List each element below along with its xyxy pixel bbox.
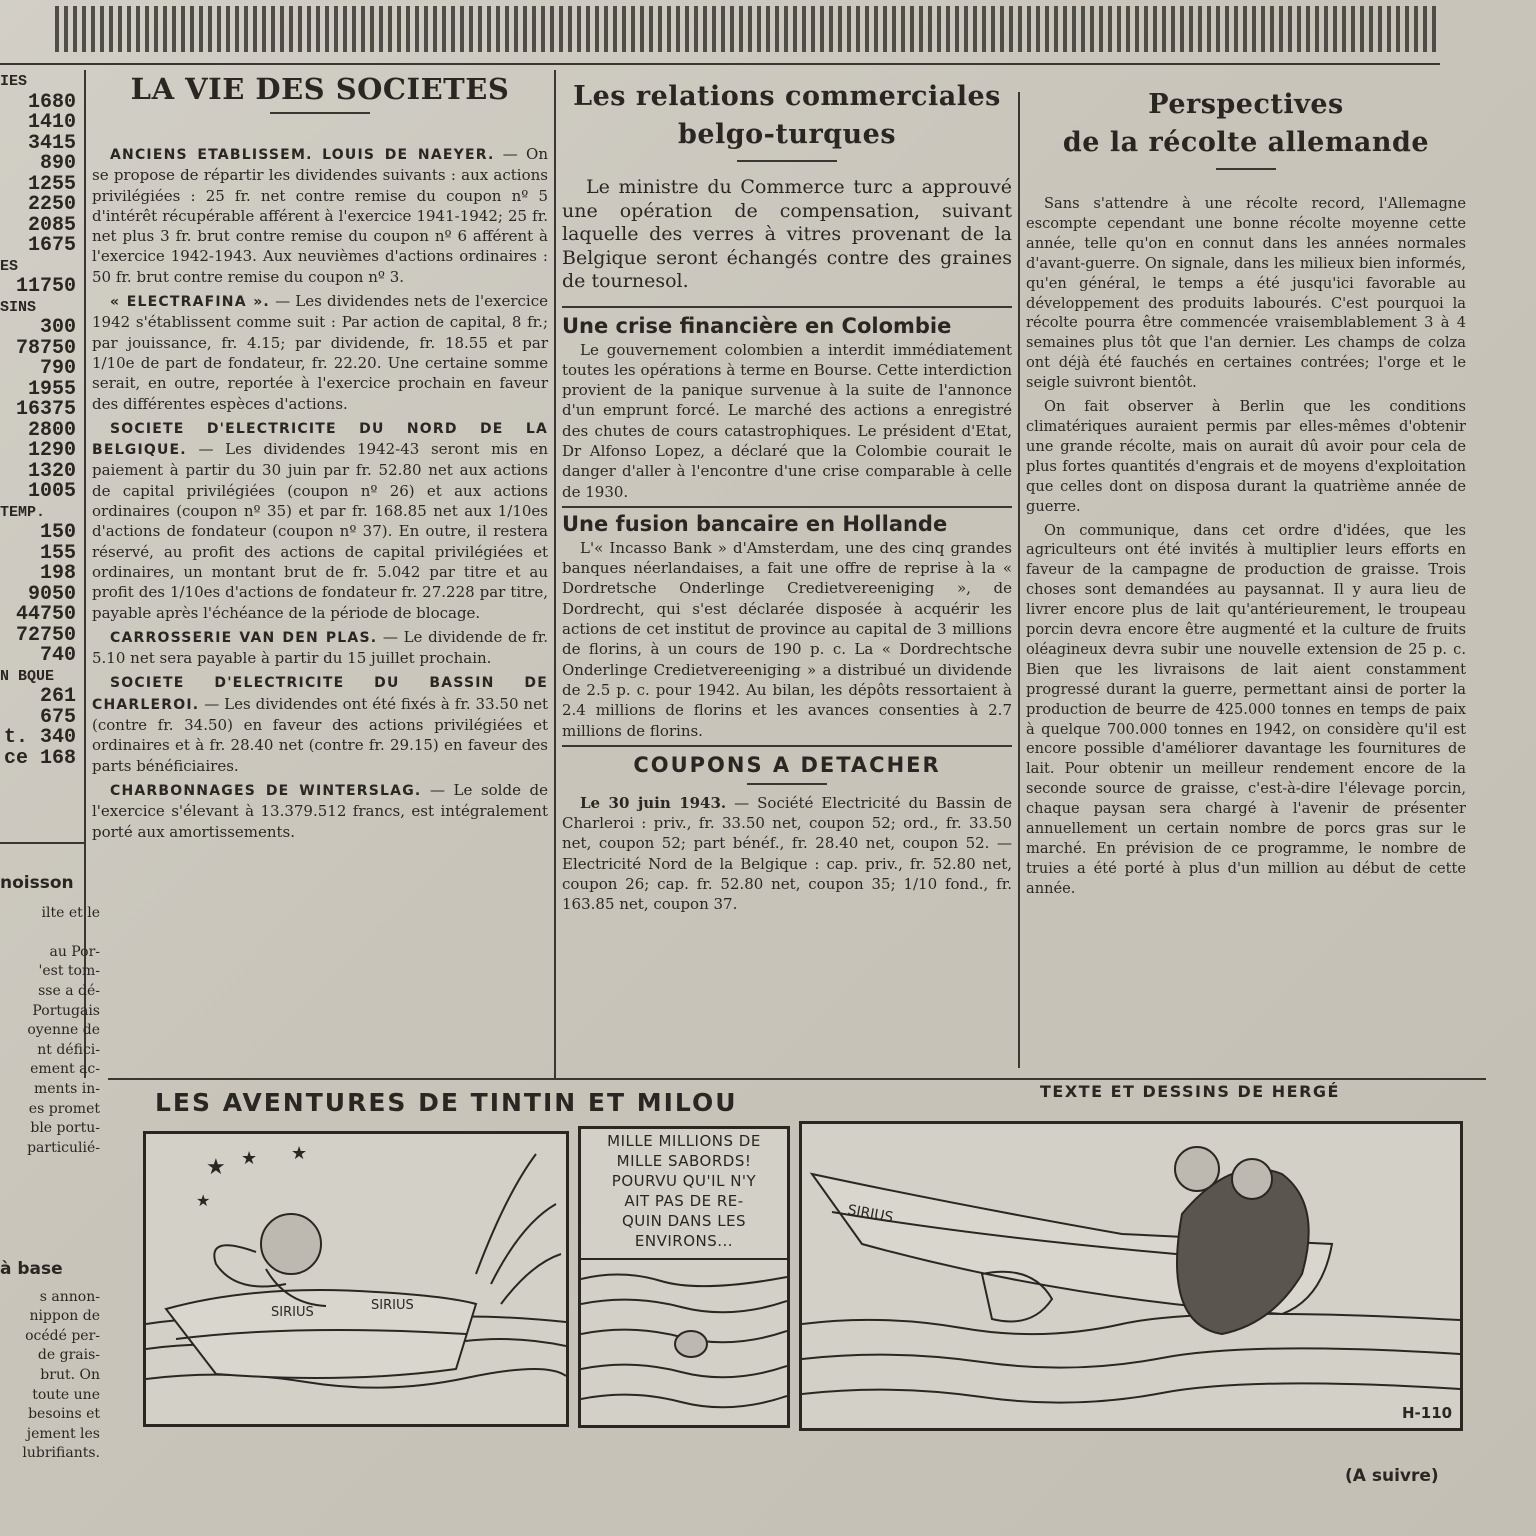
stock-quote: t. 340 <box>3 728 76 749</box>
fragment-line: oyenne de <box>27 1022 100 1039</box>
fragment-line: 'est tom- <box>38 963 100 980</box>
fragment-heading: à base <box>0 1260 63 1279</box>
fragment-line: ments in- <box>33 1080 100 1097</box>
balloon-line: POURVU QU'IL N'Y <box>611 1172 757 1190</box>
stock-quotes <box>0 72 76 769</box>
stock-quote: SINS <box>0 298 37 316</box>
balloon-line: MILLE SABORDS! <box>616 1152 752 1170</box>
stock-quote: 155 <box>39 543 76 564</box>
fragment-heading: noisson <box>0 874 74 893</box>
company-name: CHARBONNAGES DE WINTERSLAG. <box>110 782 422 799</box>
recolte-paragraph: On communique, dans cet ordre d'idées, que les agriculteurs ont été invités à multiplier leurs efforts en faveur de la campagne de production de graisse. Trois choses sont demandées au paysannat. Il y aura lieu de livrer encore plus de lait qu'antérieurement, le troupeau porcin devra encore être augmenté et la culture de fruits oléagineux devra subir une nouvelle extension de 25 p. c. Bien que les livraisons de lait aient constamment progressé durant la guerre, permettant ainsi de porter la production de beurre de 425.000 tonnes en temps de paix à quelque 700.000 tonnes en 1942, on considère qu'il est encore possible d'améliorer davantage les fournitures de lait. Pour obtenir un meilleur rendement encore de la seconde source de graisse, c'est-à-dire l'élevage porcin, chaque paysan sera chargé à l'avenir de présenter annuellement un certain nombre de porcs gras sur le marché. En prévision de ce programme, le nombre de truies a été porté à plus d'un million au début de cette année. <box>1026 521 1466 897</box>
dizzy-star-icon: ★ <box>291 1143 308 1164</box>
fragment-line: sse a dé- <box>38 982 100 999</box>
coupons-list: — Société Electricité du Bassin de Charleroi : priv., fr. 33.50 net, coupon 52; ord., fr. 33.50 net, coupon 52; part bénéf., fr. 28.40 net, coupon 52. — Electricité Nord de la Belgique : cap. priv., fr. 52.80 net, coupon 26; cap. fr. 52.80 net, coupon 35; 1/10 fond., fr. 163.85 net, coupon 37. <box>562 793 1013 914</box>
stock-quote: ES <box>0 257 19 275</box>
comic-panel-3 <box>799 1121 1463 1431</box>
stock-quote: 1005 <box>27 482 76 503</box>
colombie-text <box>562 340 1012 502</box>
stock-quote: N BQUE <box>0 667 55 685</box>
stock-quote: IES <box>0 73 28 90</box>
stock-quote: 1290 <box>27 441 76 462</box>
company-notice-text: — Les dividendes ont été fixés à fr. 33.50 net (contre fr. 34.50) en faveur des actions privilégiées et ordinaires et à fr. 28.40 net (contre fr. 29.15) en faveur des parts bénéficiaires. <box>92 694 548 775</box>
company-notice <box>92 780 548 842</box>
colombie-paragraph: Le gouvernement colombien a interdit immédiatement toutes les opérations à terme en Bourse. Cette interdiction provient de la panique survenue à la suite de l'annonce d'un emprunt forcé. Le marché des actions a enregistré des chutes de cours catastrophiques. Le président d'Etat, Dr Alfonso Lopez, a déclaré que la Colombie courait le danger d'aller à l'encontre d'une crise comparable à celle de 1930. <box>562 340 1012 501</box>
left-article-fragment-1 <box>0 874 100 1158</box>
headline-commerce <box>562 78 1012 154</box>
stock-quote: 1680 <box>27 92 76 113</box>
stock-quote: 2250 <box>27 195 76 216</box>
hollande-text <box>562 538 1012 741</box>
balloon-line: QUIN DANS LES <box>621 1212 747 1230</box>
stock-quote: 1410 <box>27 113 76 134</box>
stock-quote: 1320 <box>27 461 76 482</box>
company-notice <box>92 627 548 669</box>
stocks-rule <box>0 842 84 844</box>
company-name: SOCIETE D'ELECTRICITE DU BASSIN DE CHARLEROI. <box>92 675 548 713</box>
headline-line-2: de la récolte allemande <box>1062 127 1430 158</box>
fragment-line: de grais- <box>37 1347 100 1364</box>
boat-name-label: SIRIUS <box>846 1202 895 1226</box>
headline-rule <box>737 160 837 162</box>
stock-quote: 2085 <box>27 215 76 236</box>
headline-recolte <box>1026 86 1466 162</box>
company-notice-text: — Le solde de l'exercice s'élevant à 13.379.512 francs, est intégralement porté aux amortissements. <box>92 780 548 841</box>
fragment-line: toute une <box>32 1386 100 1403</box>
company-notice-text: — On se propose de répartir les dividendes suivants : aux actions privilégiées : 25 fr. net contre remise du coupon nº 5 d'intérêt récupérable afférent à l'exercice 1941-1942; 25 fr. net plus 3 fr. brut contre remise du coupon nº 6 afférent à l'exercice 1942-1943. Aux neuvièmes d'actions ordinaires : 50 fr. brut contre remise du coupon nº 3. <box>92 145 548 286</box>
dizzy-star-icon: ★ <box>206 1155 226 1180</box>
fragment-line: ilte et le <box>41 904 100 921</box>
boat-name-label: SIRIUS <box>271 1305 314 1320</box>
stock-quote: 150 <box>39 523 76 544</box>
comic-panel-1 <box>143 1131 569 1427</box>
societes-body <box>92 144 548 842</box>
headline-rule <box>270 112 370 114</box>
fragment-line: ement ac- <box>30 1061 100 1078</box>
company-notice <box>92 672 548 775</box>
headline-line-1: Les relations commerciales <box>573 81 1001 112</box>
company-notice-text: — Les dividendes 1942-43 seront mis en paiement à partir du 30 juin par fr. 52.80 net aux actions de capital privilégiées (coupon nº 26) et aux actions ordinaires (coupon nº 35) et par fr. 168.85 net aux 1/10es d'actions de fondateur (coupon nº 37). En outre, il restera réservé, au profit des actions de capital privilégiées et ordinaires, un montant brut de fr. 5.042 par titre et au profit des 1/10es d'actions de fondateur fr. 27.228 par titre, payable après l'échéance de la période de blocage. <box>92 440 548 622</box>
fragment-line: nippon de <box>29 1308 100 1325</box>
company-name: « ELECTRAFINA ». <box>110 294 270 311</box>
stock-quote: 1675 <box>27 236 76 257</box>
header-divider <box>0 63 1440 65</box>
recolte-paragraph: Sans s'attendre à une récolte record, l'Allemagne escompte cependant une bonne récolte moyenne cette année, telle qu'on en connut dans les années normales d'avant-guerre. On signale, dans les milieux bien informés, qu'en général, le temps a été jusqu'ici favorable au développement des produits labourés. C'est pourquoi la récolte pourra être commencée vraisemblablement 3 à 4 semaines plus tôt que l'an dernier. Les champs de colza ont déjà été fauchés en certaines contrées; l'orge et le seigle suivront bientôt. <box>1026 195 1466 392</box>
comic-panel-2 <box>578 1126 790 1428</box>
fragment-line: jement les <box>26 1425 100 1442</box>
headline-rule <box>1216 168 1276 170</box>
fragment-line: lubrifiants. <box>22 1445 100 1462</box>
stock-quote: 11750 <box>15 277 76 298</box>
stock-quote: 740 <box>39 646 76 667</box>
boat-name-label: SIRIUS <box>371 1298 414 1313</box>
headline-line-1: Perspectives <box>1148 89 1344 120</box>
fragment-line: nt défici- <box>37 1041 100 1058</box>
stock-quote: 78750 <box>15 338 76 359</box>
dizzy-star-icon: ★ <box>241 1148 258 1169</box>
section-rule <box>562 745 1012 747</box>
balloon-line: AIT PAS DE RE- <box>624 1192 744 1210</box>
section-rule <box>562 506 1012 508</box>
subhead-coupons: COUPONS A DETACHER <box>633 752 941 777</box>
recolte-body <box>1026 194 1466 899</box>
fragment-line: ble portu- <box>30 1120 100 1137</box>
fragment-line: brut. On <box>40 1366 100 1383</box>
panel-number: H-110 <box>1402 1404 1453 1422</box>
fragment-line: particulié- <box>27 1139 100 1156</box>
hollande-paragraph: L'« Incasso Bank » d'Amsterdam, une des cinq grandes banques néerlandaises, a fait une offre de reprise à la « Dordretsche Onderlinge Credietvereeniging », de Dordrecht, qui s'est déclarée disposée à acquérir les actions de cet institut de province au capital de 3 millions de florins, à un cours de 190 p. c. La « Dordrechtsche Onderlinge Credietvereeniging » a distribué un dividende de 2.5 p. c. pour 1942. Au bilan, les dépôts ressortaient à 2.4 millions de florins et les avances consenties à 2.7 millions de florins. <box>562 538 1012 740</box>
stock-quote: 3415 <box>27 133 76 154</box>
left-article-fragment-2 <box>0 1260 100 1464</box>
stock-quote: 1255 <box>27 174 76 195</box>
rowboat-splash-drawing <box>146 1134 566 1424</box>
fragment-line: océdé per- <box>25 1327 100 1344</box>
stock-quote: 261 <box>39 687 76 708</box>
stock-quote: 16375 <box>15 400 76 421</box>
stock-quote: 1955 <box>27 379 76 400</box>
recolte-paragraph: On fait observer à Berlin que les conditions climatériques auraient permis par elles-mêmes d'obtenir une grande récolte, mais on aurait dû avoir pour cela de plus fortes quantités d'engrais et de moyens d'exploitation que celles dont on disposa durant la quatrième année de guerre. <box>1026 398 1466 515</box>
coupons-text <box>562 793 1012 915</box>
sea-head-drawing <box>581 1129 787 1425</box>
headline-societes: LA VIE DES SOCIETES <box>130 72 510 106</box>
balloon-line: MILLE MILLIONS DE <box>607 1132 761 1150</box>
column-commerce <box>562 78 1012 919</box>
headline-line-2: belgo-turques <box>677 119 897 150</box>
stock-quote: 890 <box>39 154 76 175</box>
stock-quote: 675 <box>39 707 76 728</box>
fragment-line: besoins et <box>28 1406 100 1423</box>
stock-quote: 72750 <box>15 625 76 646</box>
stock-quote: 300 <box>39 318 76 339</box>
company-notice <box>92 291 548 414</box>
to-be-continued: (A suivre) <box>1345 1466 1439 1486</box>
subhead-colombie: Une crise financière en Colombie <box>562 313 952 338</box>
fragment-line: Portugais <box>32 1002 100 1019</box>
dizzy-star-icon: ★ <box>196 1191 211 1210</box>
company-notice-text: — Les dividendes nets de l'exercice 1942 s'établissent comme suit : Par action de capital, 8 fr.; par jouissance, fr. 4.15; par dividende, fr. 18.55 et par 1/10e de part de fondateur, fr. 22.20. Une certaine somme serait, en outre, reportée à l'exercice prochain en faveur des différentes espèces d'actions. <box>92 292 548 413</box>
stock-quote: 2800 <box>27 420 76 441</box>
stock-quote: ce 168 <box>3 748 76 769</box>
comic-top-rule <box>108 1078 1486 1080</box>
subhead-hollande: Une fusion bancaire en Hollande <box>562 511 948 536</box>
headline-rule <box>747 783 827 785</box>
balloon-line: ENVIRONS... <box>634 1232 734 1250</box>
company-notice <box>92 144 548 287</box>
stock-quote: 790 <box>39 359 76 380</box>
column-divider-2 <box>554 70 556 1078</box>
fragment-line <box>0 923 100 943</box>
fragment-line: au Por- <box>49 943 100 960</box>
stock-quote: TEMP. <box>0 503 46 521</box>
lead-paragraph: Le ministre du Commerce turc a approuvé une opération de compensation, suivant laquelle des verres à vitres provenant de la Belgique seront échangés contre des graines de tournesol. <box>562 176 1012 292</box>
column-divider-3 <box>1018 92 1020 1068</box>
column-societes <box>92 72 548 846</box>
fragment-line: es promet <box>28 1100 100 1117</box>
comic-title: LES AVENTURES DE TINTIN ET MILOU <box>155 1088 738 1117</box>
stock-quote: 198 <box>39 564 76 585</box>
coupons-date: Le 30 juin 1943. <box>580 793 727 812</box>
company-name: ANCIENS ETABLISSEM. LOUIS DE NAEYER. <box>110 147 495 163</box>
company-notice <box>92 418 548 623</box>
company-notice-text: — Le dividende de fr. 5.10 net sera payable à partir du 15 juillet prochain. <box>92 627 548 668</box>
company-name: SOCIETE D'ELECTRICITE DU NORD DE LA BELGIQUE. <box>92 420 548 459</box>
comic-credit: TEXTE ET DESSINS DE HERGÉ <box>1040 1082 1340 1101</box>
company-name: CARROSSERIE VAN DEN PLAS. <box>110 629 378 646</box>
climbing-into-boat-drawing <box>802 1124 1460 1428</box>
masthead-rule <box>55 6 1440 52</box>
stock-quote: 9050 <box>27 584 76 605</box>
stock-quote: 44750 <box>15 605 76 626</box>
section-rule <box>562 306 1012 308</box>
fragment-line: s annon- <box>39 1288 100 1305</box>
column-recolte <box>1026 86 1466 903</box>
